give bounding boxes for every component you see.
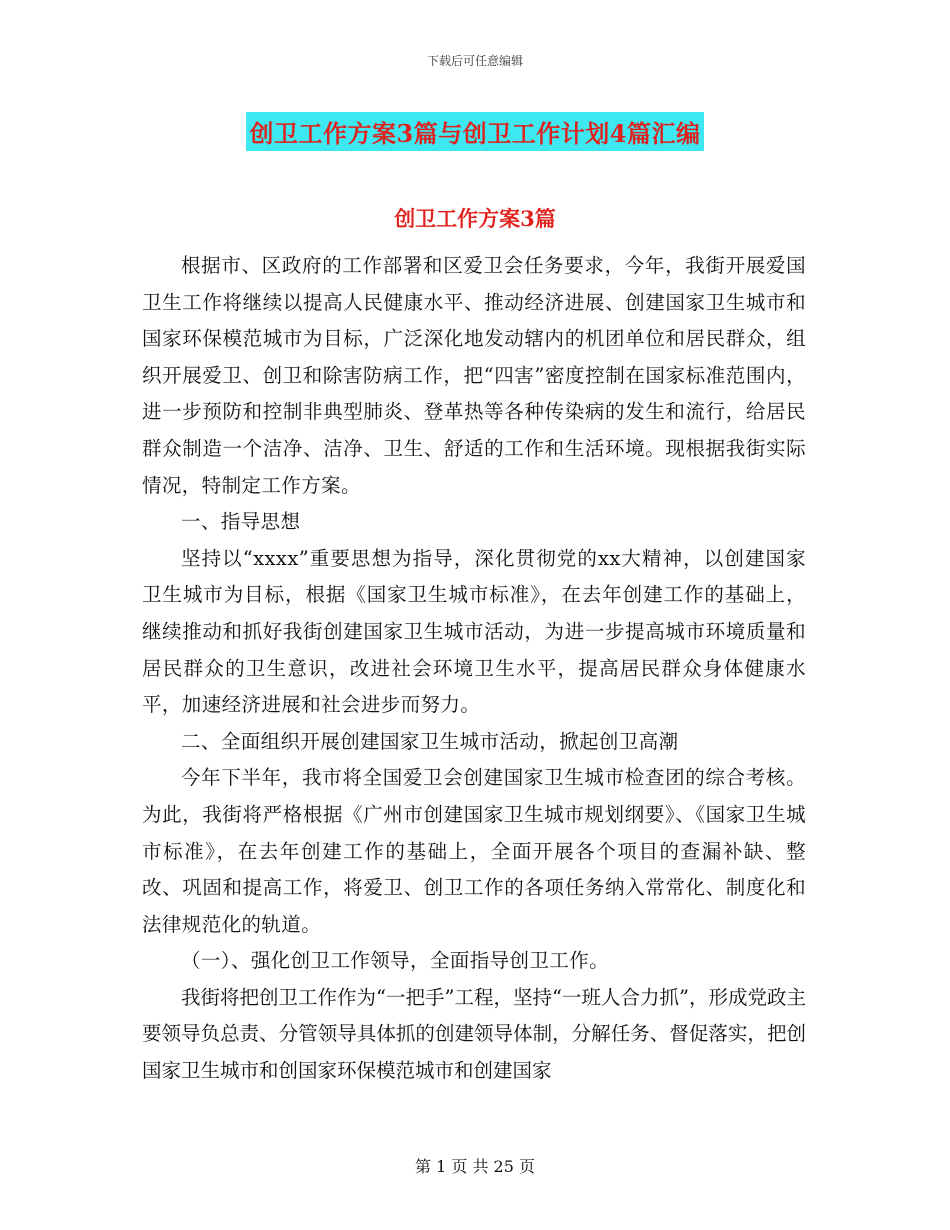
section-title: 创卫工作方案3篇 xyxy=(394,206,556,231)
paragraph-intro: 根据市、区政府的工作部署和区爱卫会任务要求，今年，我街开展爱国卫生工作将继续以提高人民健康水平、推动经济进展、创建国家卫生城市和国家环保模范城市为目标，广泛深化地发动辖内的机团单位和居民群众，组织开展爱卫、创卫和除害防病工作，把“四害”密度控制在国家标准范围内，进一步预防和控制非典型肺炎、登革热等各种传染病的发生和流行，给居民群众制造一个洁净、洁净、卫生、舒适的工作和生活环境。现根据我街实际情况，特制定工作方案。 xyxy=(142,254,806,497)
page-header-note: 下载后可任意编辑 xyxy=(426,54,523,68)
document-body xyxy=(142,248,806,1090)
paragraph-campaign: 今年下半年，我市将全国爱卫会创建国家卫生城市检查团的综合考核。为此，我街将严格根据《广州市创建国家卫生城市规划纲要》、《国家卫生城市标准》，在去年创建工作的基础上，全面开展各个项目的查漏补缺、整改、巩固和提高工作，将爱卫、创卫工作的各项任务纳入常常化、制度化和法律规范化的轨道。 xyxy=(142,766,806,936)
document-title-text: 创卫工作方案3篇与创卫工作计划4篇汇编 xyxy=(246,112,705,151)
paragraph-leadership: 我街将把创卫工作作为“一把手”工程，坚持“一班人合力抓”，形成党政主要领导负总责、分管领导具体抓的创建领导体制，分解任务、督促落实，把创国家卫生城市和创国家环保模范城市和创建国家 xyxy=(142,985,806,1083)
heading-guiding-ideology: 一、指导思想 xyxy=(181,510,301,534)
page-number: 第 1 页 共 25 页 xyxy=(415,1157,535,1176)
document-title xyxy=(0,112,950,151)
heading-campaign: 二、全面组织开展创建国家卫生城市活动，掀起创卫高潮 xyxy=(181,729,679,753)
paragraph-guiding-ideology: 坚持以“xxxx”重要思想为指导，深化贯彻党的xx大精神，以创建国家卫生城市为目标，根据《国家卫生城市标准》，在去年创建工作的基础上，继续推动和抓好我街创建国家卫生城市活动，为进一步提高城市环境质量和居民群众的卫生意识，改进社会环境卫生水平，提高居民群众身体健康水平，加速经济进展和社会进步而努力。 xyxy=(142,546,806,717)
subheading-leadership: （一）、强化创卫工作领导，全面指导创卫工作。 xyxy=(181,949,610,973)
